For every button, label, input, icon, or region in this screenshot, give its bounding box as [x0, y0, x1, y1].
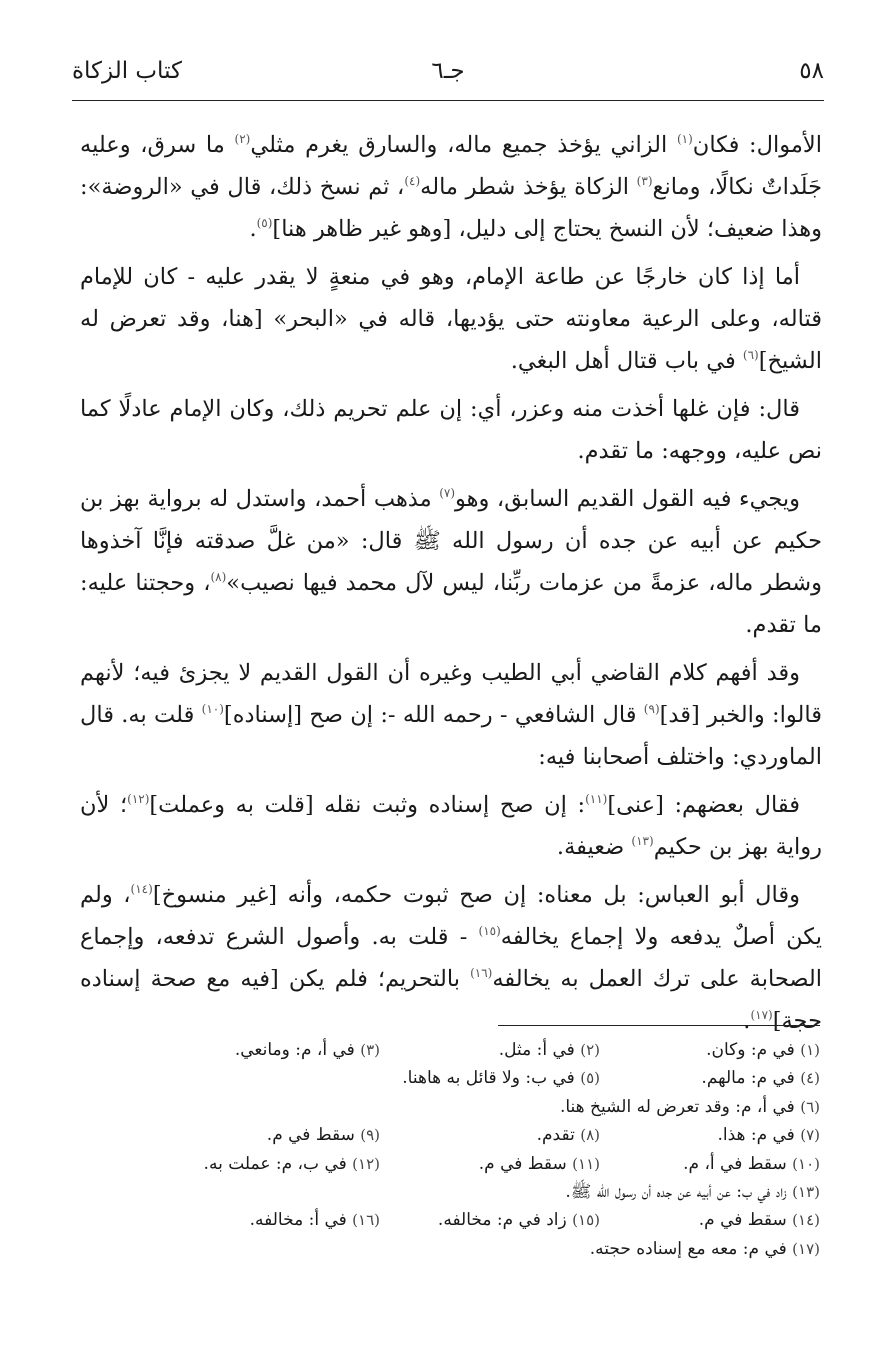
footnote-marker: (٥) [256, 216, 273, 230]
footnote-divider [498, 1025, 820, 1026]
footnote-row [140, 1036, 820, 1064]
footnote-text: زاد في ب: عن أبيه عن جده أن رسول الله ﷺ. [565, 1182, 787, 1203]
footnote-text: في م: مالهم. [701, 1068, 795, 1089]
text-run: أما إذا كان خارجًا عن طاعة الإمام، وهو في منعةٍ لا يقدر عليه - كان للإمام قتاله، وعلى الرعية معاونته حتى يؤديها، قاله في «البحر» [هنا، وقد تعرض له الشيخ] [80, 264, 822, 374]
footnote-marker: (١٦) [470, 966, 493, 980]
footnote-marker: (٨) [210, 570, 227, 584]
footnote-number: (٧) [800, 1126, 820, 1145]
paragraph [80, 478, 822, 646]
text-run: وقال أبو العباس: بل معناه: إن صح ثبوت حكمه، وأنه [غير منسوخ] [152, 882, 801, 908]
footnote-text: في م: هذا. [717, 1125, 795, 1146]
footnote-item [160, 1121, 380, 1149]
footnote-number: (١٧) [792, 1239, 820, 1258]
text-run: وقد أفهم كلام القاضي أبي الطيب وغيره أن القول القديم لا يجزئ فيه؛ لأنهم قالوا: والخبر [قد] [80, 660, 822, 728]
footnote-text: سقط في م. [478, 1153, 567, 1174]
footnote-number: (٢) [580, 1041, 600, 1059]
page-header [72, 58, 824, 94]
text-run: . [249, 216, 257, 242]
footnote-number: (١٦) [352, 1211, 380, 1230]
footnote-row [140, 1093, 820, 1121]
footnote-text: سقط في أ، م. [683, 1153, 787, 1174]
footnote-item [560, 1093, 820, 1121]
footnote-number: (١١) [572, 1154, 600, 1173]
footnote-item [160, 1036, 380, 1064]
footnote-row [140, 1178, 820, 1206]
footnote-marker: (١٠) [201, 702, 224, 716]
text-run: في باب قتال أهل البغي. [510, 348, 743, 374]
paragraph [80, 784, 822, 868]
text-run: ، ولم يكن أصلٌ يدفعه ولا إجماع يخالفه [80, 882, 822, 950]
footnote-number: (١) [800, 1041, 820, 1059]
footnote-marker: (١٤) [130, 882, 153, 896]
text-run: : إن صح إسناده وثبت نقله [قلت به وعملت] [149, 792, 586, 818]
footnote-item [160, 1150, 380, 1178]
text-run: ؛ لأن رواية بهز بن حكيم [80, 792, 822, 860]
footnote-marker: (١١) [585, 792, 608, 806]
footnote-number: (٣) [360, 1041, 380, 1059]
text-run: ما سرق، وعليه جَلَداتٌ نكالًا، ومانع [80, 132, 822, 200]
paragraph [80, 124, 822, 250]
footnote-number: (١٢) [352, 1154, 380, 1173]
footnote-number: (٩) [360, 1126, 380, 1145]
footnote-text: في ب: ولا قائل به هاهنا. [402, 1068, 575, 1089]
footnote-marker: (١) [676, 132, 693, 146]
text-run: بالتحريم؛ فلم يكن [فيه مع صحة إسناده حجة] [80, 966, 822, 1034]
footnote-marker: (٦) [742, 348, 759, 362]
footnote-text: في أ: مخالفه. [249, 1210, 347, 1231]
footnote-marker: (١٥) [478, 924, 501, 938]
text-run: قلت به. قال الماوردي: واختلف أصحابنا فيه: [80, 702, 822, 770]
footnote-text: في ب، م: عملت به. [203, 1153, 347, 1174]
header-divider [72, 100, 824, 101]
paragraph [80, 652, 822, 778]
text-run: الأموال: فكان [692, 132, 822, 158]
footnote-text: سقط في م. [698, 1210, 787, 1231]
footnote-text: سقط في م. [266, 1125, 355, 1146]
footnote-row [140, 1206, 820, 1234]
text-run: مذهب أحمد، واستدل له برواية بهز بن حكيم عن أبيه عن جده أن رسول الله ﷺ قال: «من غلَّ صدقته فإنَّا آخذوها وشطر ماله، عزمةً من عزمات ربِّنا، ليس لآل محمد فيها نصيب» [80, 486, 822, 596]
footnote-item [600, 1150, 820, 1178]
footnote-item [380, 1121, 600, 1149]
text-run: ، ثم نسخ ذلك، قال في «الروضة»: وهذا ضعيف؛ لأن النسخ يحتاج إلى دليل، [وهو غير ظاهر هنا] [80, 174, 822, 242]
page-number: ٥٨ [799, 58, 824, 84]
footnote-item [590, 1235, 820, 1263]
footnote-item [600, 1036, 820, 1064]
footnote-item [600, 1121, 820, 1149]
footnote-number: (١٠) [792, 1154, 820, 1173]
footnote-text: في أ: مثل. [498, 1040, 575, 1060]
text-run: ضعيفة. [556, 834, 632, 860]
footnotes [140, 1036, 820, 1263]
footnote-row [140, 1150, 820, 1178]
footnote-number: (٥) [580, 1069, 600, 1088]
footnote-number: (١٣) [792, 1183, 820, 1202]
footnote-item [600, 1064, 820, 1092]
text-run: ويجيء فيه القول القديم السابق، وهو [455, 486, 800, 512]
footnote-text: في م: معه مع إسناده حجته. [589, 1238, 787, 1259]
footnote-marker: (٣) [636, 174, 653, 188]
footnote-text: في م: وكان. [706, 1040, 795, 1060]
footnote-text: زاد في م: مخالفه. [437, 1210, 567, 1231]
footnote-item [380, 1036, 600, 1064]
footnote-marker: (١٣) [631, 834, 654, 848]
footnote-number: (١٥) [572, 1211, 600, 1230]
footnote-item [380, 1064, 600, 1092]
footnote-item [380, 1150, 600, 1178]
footnote-text: في أ، م: ومانعي. [234, 1040, 355, 1060]
footnote-marker: (٧) [439, 486, 456, 500]
footnote-marker: (٩) [643, 702, 660, 716]
main-text [80, 124, 822, 1048]
footnote-number: (٨) [580, 1126, 600, 1145]
text-run: الزاني يؤخذ جميع ماله، والسارق يغرم مثلي [250, 132, 677, 158]
text-run: ، وحجتنا عليه: ما تقدم. [80, 570, 822, 638]
footnote-number: (٦) [800, 1097, 820, 1116]
volume-number: جـ٦ [431, 58, 465, 84]
paragraph [80, 874, 822, 1042]
footnote-row [140, 1121, 820, 1149]
text-run: قال: فإن غلها أخذت منه وعزر، أي: إن علم تحريم ذلك، وكان الإمام عادلًا كما نص عليه، ووجهه: ما تقدم. [80, 396, 822, 464]
footnote-marker: (١٢) [127, 792, 150, 806]
footnote-item [565, 1178, 820, 1206]
footnote-marker: (١٧) [750, 1008, 773, 1022]
paragraph [80, 256, 822, 382]
paragraph [80, 388, 822, 472]
footnote-item [380, 1206, 600, 1234]
footnote-row [140, 1235, 820, 1263]
text-run: - قلت به. وأصول الشرع تدفعه، وإجماع الصحابة على ترك العمل به يخالفه [80, 924, 822, 992]
footnote-marker: (٢) [234, 132, 251, 146]
footnote-number: (٤) [800, 1069, 820, 1088]
footnote-text: في أ، م: وقد تعرض له الشيخ هنا. [559, 1096, 795, 1117]
text-run: . [743, 1008, 751, 1034]
footnote-number: (١٤) [792, 1211, 820, 1230]
footnote-marker: (٤) [404, 174, 421, 188]
text-run: الزكاة يؤخذ شطر ماله [420, 174, 637, 200]
footnote-text: تقدم. [536, 1125, 575, 1146]
text-run: قال الشافعي - رحمه الله -: إن صح [إسناده] [223, 702, 644, 728]
text-run: فقال بعضهم: [عنى] [607, 792, 800, 818]
book-title: كتاب الزكاة [72, 58, 182, 84]
footnote-item [160, 1206, 380, 1234]
footnote-item [600, 1206, 820, 1234]
footnote-row [140, 1064, 820, 1092]
